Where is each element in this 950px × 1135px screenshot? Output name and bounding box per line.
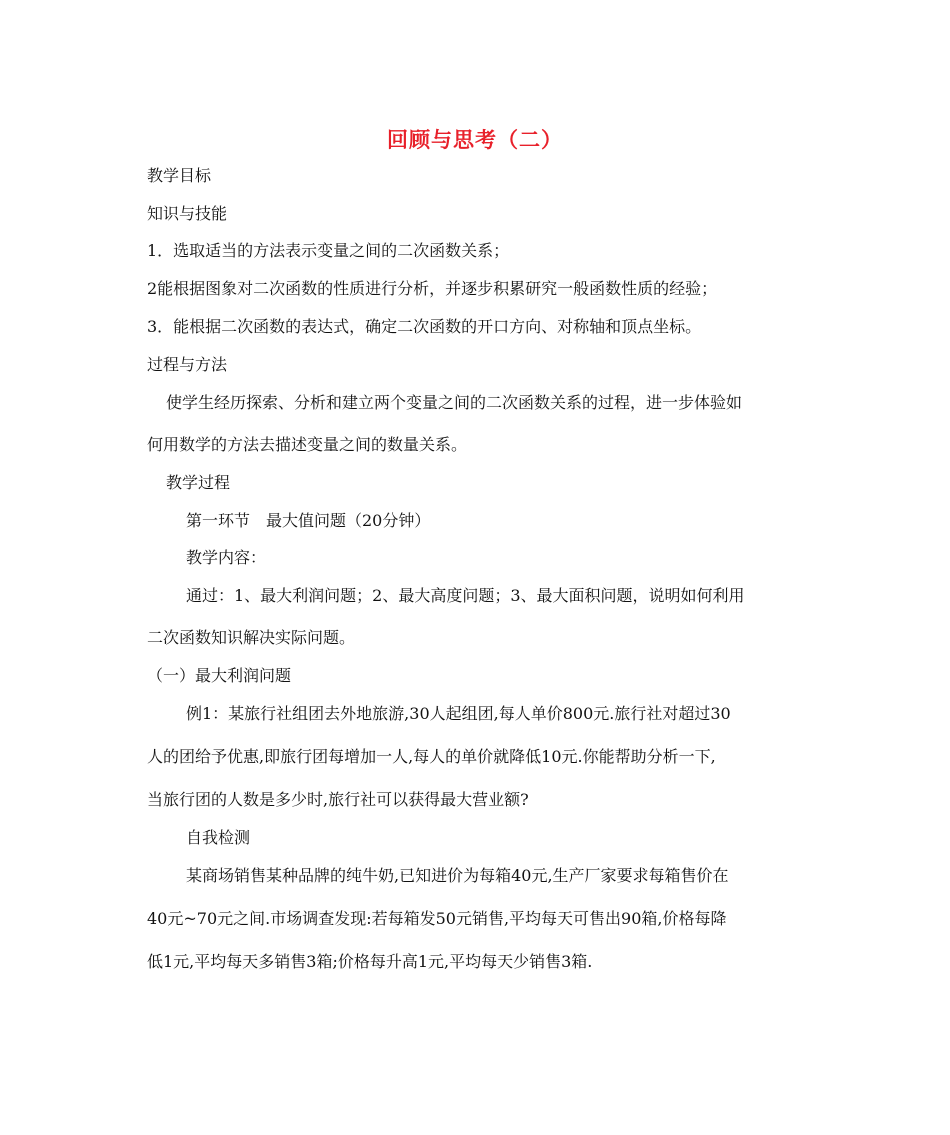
- subheading-process-method: 过程与方法: [147, 355, 228, 374]
- goal-item-3: 3．能根据二次函数的表达式，确定二次函数的开口方向、对称轴和顶点坐标。: [147, 317, 702, 336]
- paragraph-process-line-2: 何用数学的方法去描述变量之间的数量关系。: [147, 435, 468, 454]
- self-check-line-1: 某商场销售某种品牌的纯牛奶,已知进价为每箱40元,生产厂家要求每箱售价在: [186, 866, 729, 885]
- subheading-self-check: 自我检测: [186, 828, 251, 847]
- teaching-content-label: 教学内容：: [186, 548, 267, 567]
- subheading-max-profit: （一）最大利润问题: [147, 666, 292, 685]
- example-1-line-3: 当旅行团的人数是多少时,旅行社可以获得最大营业额?: [147, 790, 529, 809]
- self-check-line-2: 40元~70元之间.市场调查发现:若每箱发50元销售,平均每天可售出90箱,价格每降: [147, 909, 727, 928]
- section-heading-teaching-goals: 教学目标: [147, 166, 212, 185]
- example-1-line-1: 例1：某旅行社组团去外地旅游,30人起组团,每人单价800元.旅行社对超过30: [186, 704, 731, 723]
- subheading-knowledge-skills: 知识与技能: [147, 204, 228, 223]
- paragraph-content-line-2: 二次函数知识解决实际问题。: [147, 628, 356, 647]
- self-check-line-3: 低1元,平均每天多销售3箱;价格每升高1元,平均每天少销售3箱.: [147, 952, 593, 971]
- paragraph-content-line-1: 通过：1、最大利润问题；2、最大高度问题；3、最大面积问题，说明如何利用: [186, 586, 745, 605]
- goal-item-2: 2能根据图象对二次函数的性质进行分析，并逐步积累研究一般函数性质的经验；: [147, 279, 718, 298]
- example-1-line-2: 人的团给予优惠,即旅行团每增加一人,每人的单价就降低10元.你能帮助分析一下,: [147, 747, 716, 766]
- section-stage-1: 第一环节 最大值问题（20分钟）: [186, 511, 431, 530]
- page-title: 回顾与思考（二）: [387, 127, 563, 152]
- paragraph-process-line-1: 使学生经历探索、分析和建立两个变量之间的二次函数关系的过程，进一步体验如: [166, 393, 743, 412]
- section-heading-teaching-process: 教学过程: [166, 473, 231, 492]
- goal-item-1: 1．选取适当的方法表示变量之间的二次函数关系；: [147, 241, 510, 260]
